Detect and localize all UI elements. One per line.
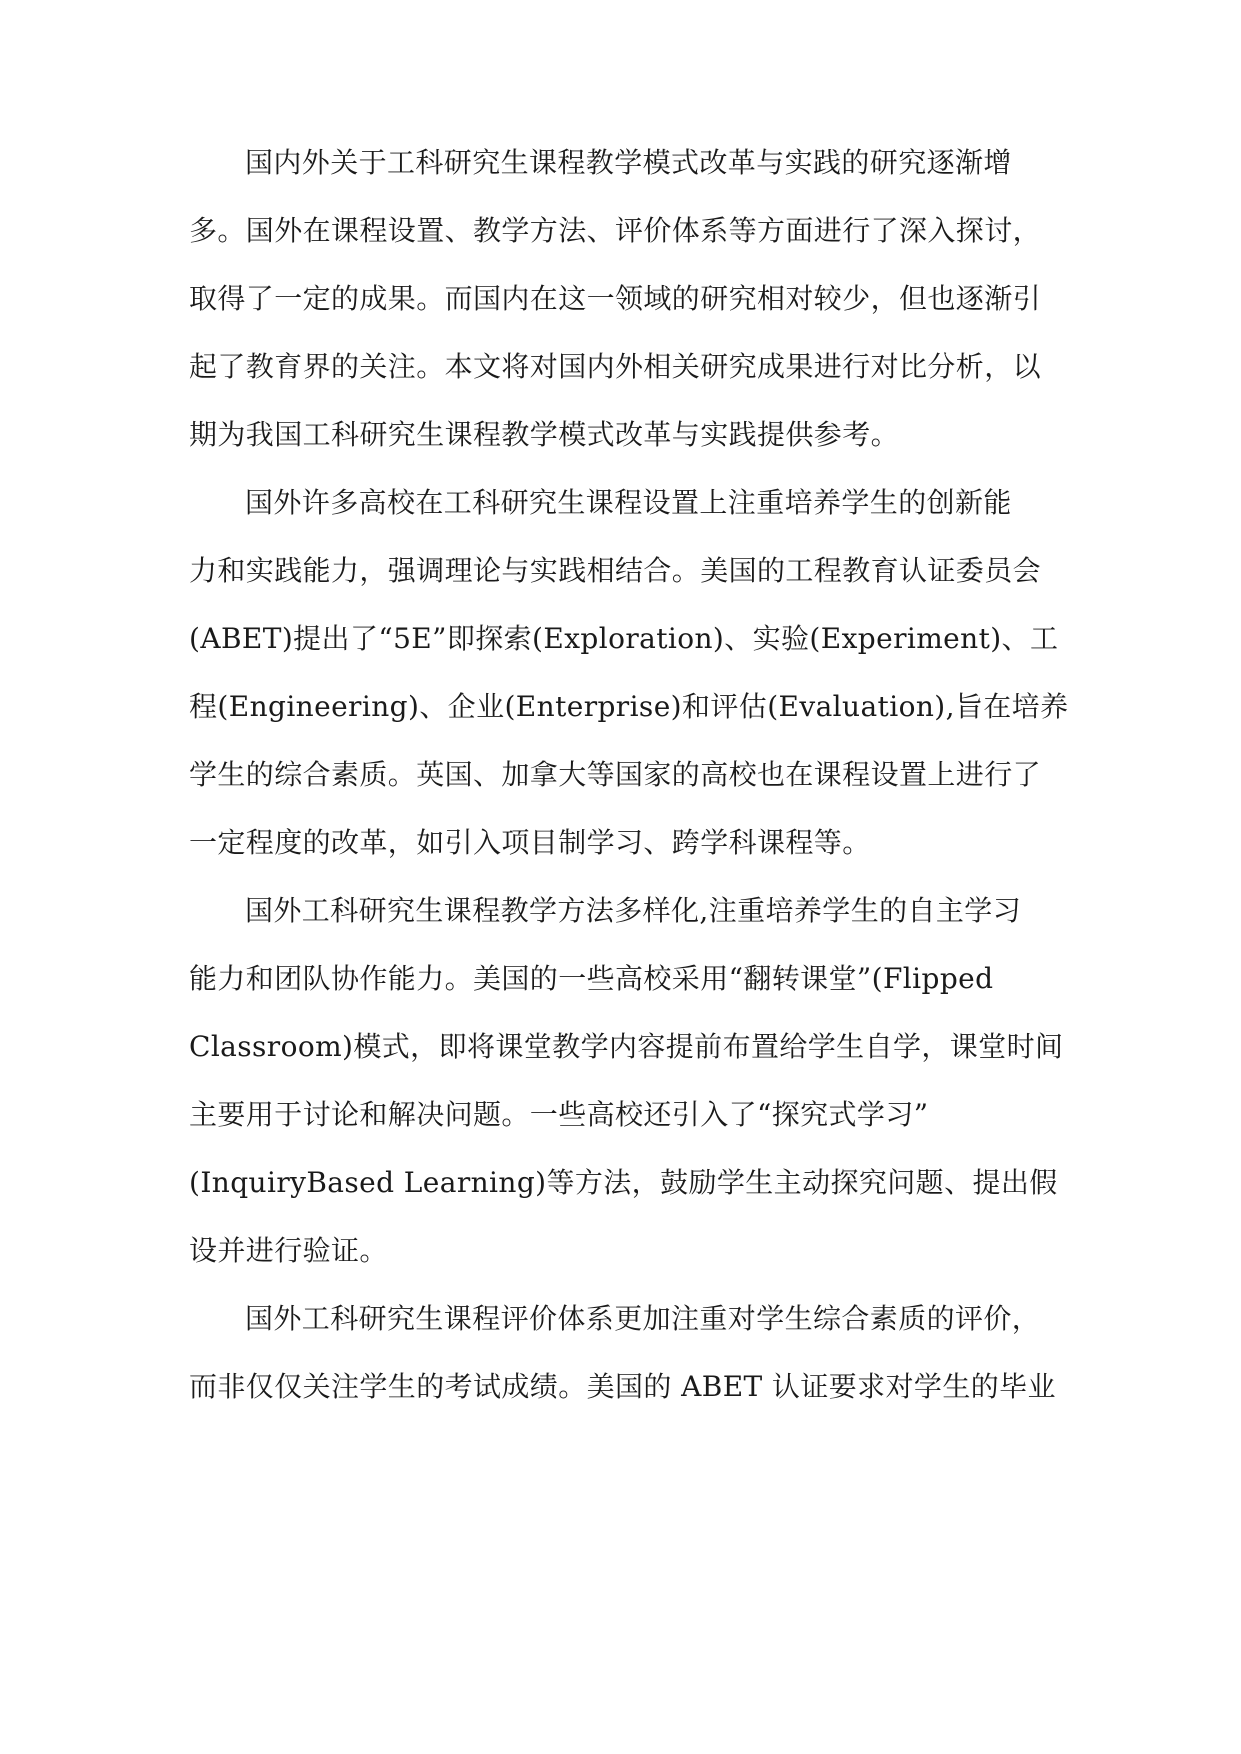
paragraph-3-line-3: Classroom)模式，即将课堂教学内容提前布置给学生自学，课堂时间 [189, 1030, 1064, 1063]
paragraph-3-line-4: 主要用于讨论和解决问题。一些高校还引入了“探究式学习” [189, 1098, 929, 1131]
paragraph-1-line-3: 取得了一定的成果。而国内在这一领域的研究相对较少，但也逐渐引 [189, 282, 1042, 315]
paragraph-2-line-6: 一定程度的改革，如引入项目制学习、跨学科课程等。 [189, 826, 871, 859]
paragraph-2-line-4: 程(Engineering)、企业(Enterprise)和评估(Evaluation),旨在培养 [189, 690, 1069, 723]
paragraph-3-line-2: 能力和团队协作能力。美国的一些高校采用“翻转课堂”(Flipped [189, 962, 994, 995]
paragraph-1-line-2: 多。国外在课程设置、教学方法、评价体系等方面进行了深入探讨， [189, 214, 1042, 247]
paragraph-3-line-1: 国外工科研究生课程教学方法多样化,注重培养学生的自主学习 [245, 894, 1022, 927]
paragraph-3-line-6: 设并进行验证。 [189, 1234, 388, 1267]
paragraph-2-line-5: 学生的综合素质。英国、加拿大等国家的高校也在课程设置上进行了 [189, 758, 1042, 791]
paragraph-1-line-1: 国内外关于工科研究生课程教学模式改革与实践的研究逐渐增 [245, 146, 1012, 179]
paragraph-2-line-2: 力和实践能力，强调理论与实践相结合。美国的工程教育认证委员会 [189, 554, 1042, 587]
paragraph-2-line-1: 国外许多高校在工科研究生课程设置上注重培养学生的创新能 [245, 486, 1012, 519]
paragraph-4-line-1: 国外工科研究生课程评价体系更加注重对学生综合素质的评价， [245, 1302, 1041, 1335]
paragraph-1-line-4: 起了教育界的关注。本文将对国内外相关研究成果进行对比分析，以 [189, 350, 1042, 383]
paragraph-2-line-3: (ABET)提出了“5E”即探索(Exploration)、实验(Experiment)、工 [189, 622, 1059, 655]
paragraph-1-line-5: 期为我国工科研究生课程教学模式改革与实践提供参考。 [189, 418, 900, 451]
paragraph-3-line-5: (InquiryBased Learning)等方法，鼓励学生主动探究问题、提出假 [189, 1166, 1058, 1199]
paragraph-4-line-2: 而非仅仅关注学生的考试成绩。美国的 ABET 认证要求对学生的毕业 [189, 1370, 1056, 1403]
